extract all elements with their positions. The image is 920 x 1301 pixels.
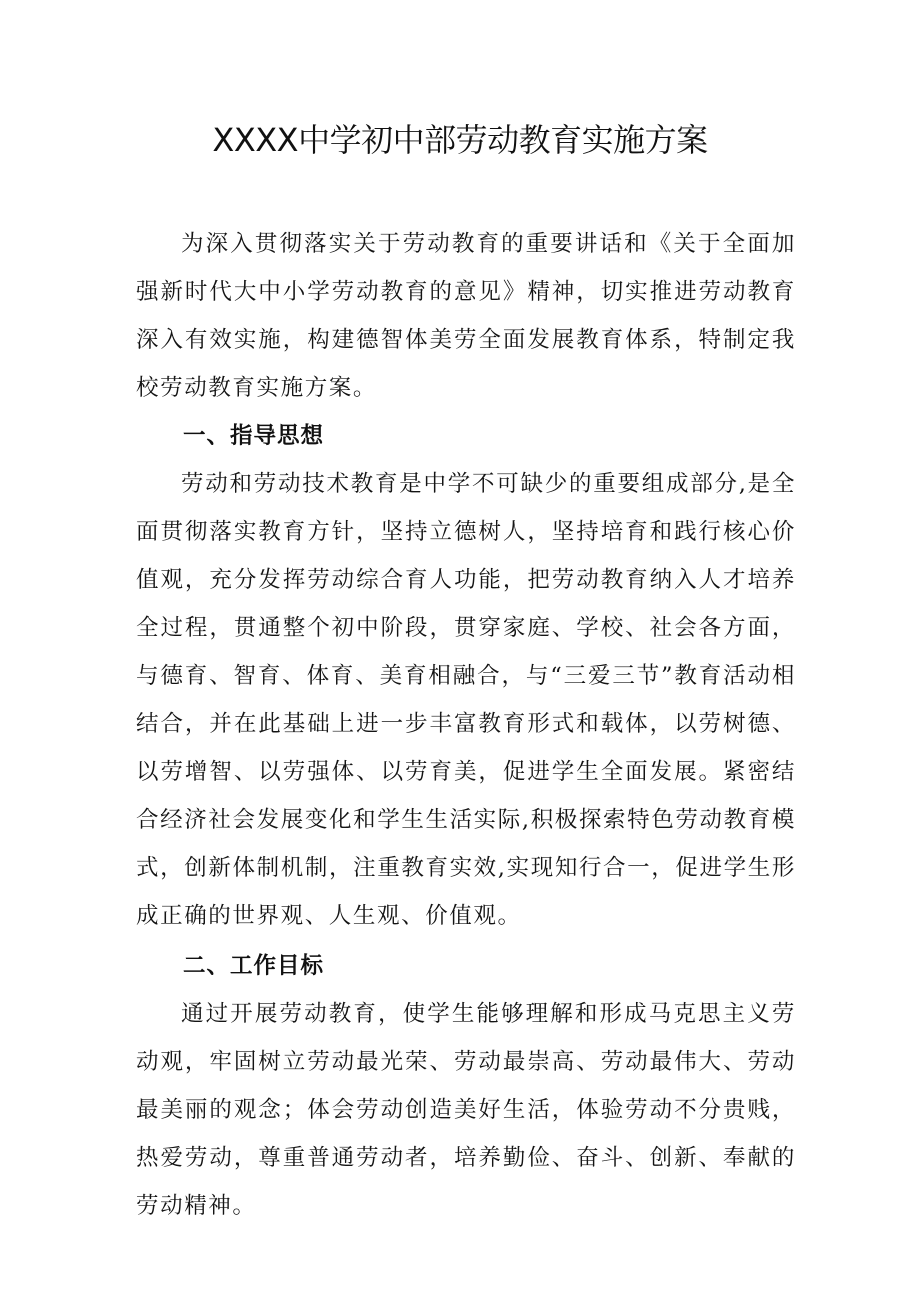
document-title: XXXX中学初中部劳动教育实施方案 <box>212 121 708 159</box>
intro-paragraph: 为深入贯彻落实关于劳动教育的重要讲话和《关于全面加强新时代大中小学劳动教育的意见》精神，切实推进劳动教育深入有效实施，构建德智体美劳全面发展教育体系，特制定我校劳动教育实施方案。 <box>136 231 796 401</box>
section-heading-guiding-ideology: 一、指导思想 <box>183 423 325 449</box>
section-body-guiding-ideology: 劳动和劳动技术教育是中学不可缺少的重要组成部分,是全面贯彻落实教育方针，坚持立德树人，坚持培育和践行核心价值观，充分发挥劳动综合育人功能，把劳动教育纳入人才培养全过程，贯通整个初中阶段，贯穿家庭、学校、社会各方面，与德育、智育、体育、美育相融合，与“三爱三节”教育活动相结合，并在此基础上进一步丰富教育形式和载体，以劳树德、以劳增智、以劳强体、以劳育美，促进学生全面发展。紧密结合经济社会发展变化和学生生活实际,积极探索特色劳动教育模式，创新体制机制，注重教育实效,实现知行合一，促进学生形成正确的世界观、人生观、价值观。 <box>136 471 796 929</box>
section-body-work-goals: 通过开展劳动教育，使学生能够理解和形成马克思主义劳动观，牢固树立劳动最光荣、劳动最崇高、劳动最伟大、劳动最美丽的观念；体会劳动创造美好生活，体验劳动不分贵贱，热爱劳动，尊重普通劳动者，培养勤俭、奋斗、创新、奉献的劳动精神。 <box>136 1001 796 1219</box>
section-heading-work-goals: 二、工作目标 <box>183 953 325 979</box>
